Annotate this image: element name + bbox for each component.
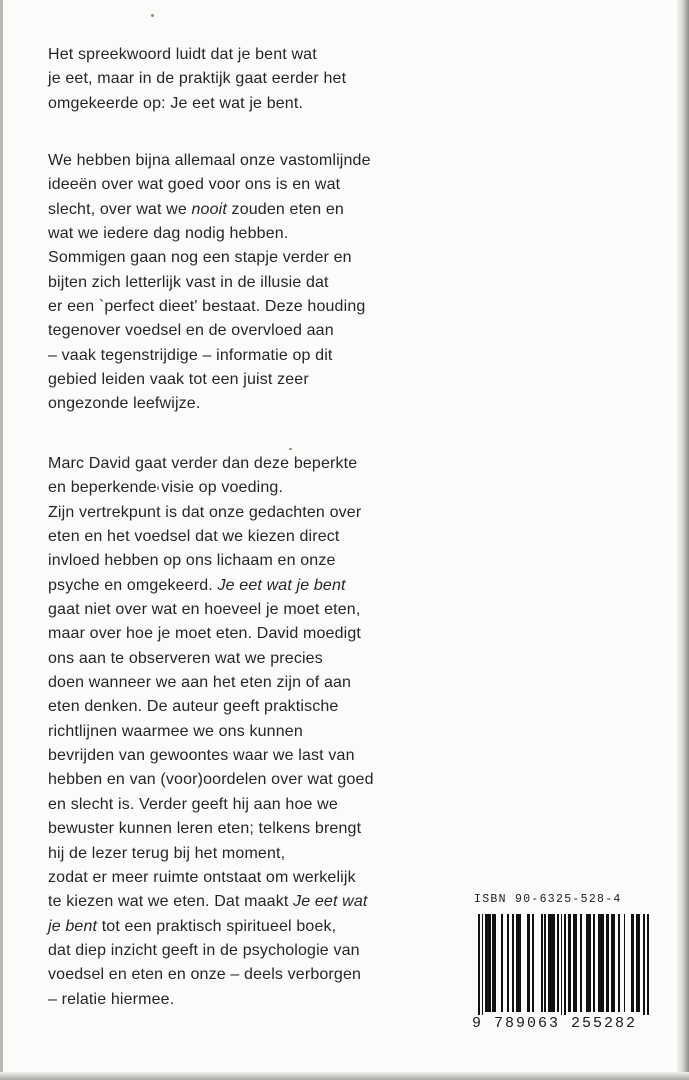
text-line bbox=[48, 817, 378, 841]
text-run: richtlijnen waarmee we ons kunnen bbox=[48, 722, 303, 740]
text-run: maar over hoe je moet eten. David moedigt bbox=[48, 625, 361, 643]
text-line bbox=[48, 866, 378, 890]
text-line bbox=[48, 67, 378, 91]
text-run: gaat niet over wat en hoeveel je moet eten, bbox=[48, 601, 361, 619]
text-run: psyche en omgekeerd. bbox=[48, 576, 218, 594]
text-line bbox=[48, 501, 378, 525]
text-run: Zijn vertrekpunt is dat onze gedachten over bbox=[48, 503, 362, 521]
text-run: voedsel en eten en onze – deels verborgen bbox=[48, 966, 362, 984]
ean-digits: 9 789063 255282 bbox=[472, 1015, 652, 1032]
text-run: er een `perfect dieet' bestaat. Deze houding bbox=[48, 298, 366, 316]
text-line bbox=[48, 598, 378, 622]
blurb-paragraph-1 bbox=[48, 43, 378, 116]
text-line bbox=[48, 890, 378, 914]
text-line bbox=[48, 988, 378, 1012]
text-run: tot een praktisch spiritueel boek, bbox=[97, 917, 337, 935]
text-line bbox=[48, 246, 378, 270]
cover-left-edge bbox=[0, 0, 3, 1080]
italic-text: Je eet wat bbox=[293, 893, 368, 911]
text-line bbox=[48, 392, 378, 416]
text-line bbox=[48, 939, 378, 963]
italic-text: je bent bbox=[48, 917, 98, 935]
isbn-barcode-block bbox=[472, 893, 652, 1035]
text-line bbox=[48, 476, 378, 500]
text-run: bewuster kunnen leren eten; telkens brengt bbox=[48, 820, 362, 838]
text-line bbox=[48, 92, 378, 116]
text-run: Het spreekwoord luidt dat je bent wat bbox=[48, 46, 317, 63]
text-line bbox=[48, 149, 378, 173]
text-line bbox=[48, 671, 378, 695]
text-line bbox=[48, 198, 378, 222]
text-line bbox=[48, 295, 378, 319]
text-run: te kiezen wat we eten. Dat maakt bbox=[48, 893, 294, 911]
text-run: ons aan te observeren wat we precies bbox=[48, 649, 323, 667]
text-run: eten denken. De auteur geeft praktische bbox=[48, 698, 339, 716]
text-run: zouden eten en bbox=[226, 200, 344, 218]
text-run: dat diep inzicht geeft in de psychologie van bbox=[48, 941, 360, 959]
text-line bbox=[48, 842, 378, 866]
text-run: en slecht is. Verder geeft hij aan hoe we bbox=[48, 795, 338, 813]
text-run: ongezonde leefwijze. bbox=[48, 395, 201, 413]
text-line bbox=[48, 695, 378, 719]
text-run: hebben en van (voor)oordelen over wat goed bbox=[48, 771, 374, 789]
text-run: en beperkende visie op voeding. bbox=[48, 479, 284, 497]
cover-bottom-edge bbox=[0, 1072, 689, 1080]
text-line bbox=[48, 344, 378, 368]
text-line bbox=[48, 768, 378, 792]
paper-speck bbox=[289, 448, 292, 450]
blurb-paragraph-2 bbox=[48, 149, 378, 417]
text-run: – vaak tegenstrijdige – informatie op dit bbox=[48, 346, 333, 364]
text-line bbox=[48, 793, 378, 817]
ean-barcode bbox=[478, 914, 650, 1012]
text-run: Marc David gaat verder dan deze beperkte bbox=[48, 455, 358, 472]
text-line bbox=[48, 368, 378, 392]
text-line bbox=[48, 525, 378, 549]
text-run: slecht, over wat we bbox=[48, 200, 192, 218]
text-run: bijten zich letterlijk vast in de illusie dat bbox=[48, 273, 329, 291]
text-line bbox=[48, 222, 378, 246]
text-run: Sommigen gaan nog een stapje verder en bbox=[48, 249, 352, 267]
text-run: ideeën over wat goed voor ons is en wat bbox=[48, 176, 341, 194]
text-run: invloed hebben op ons lichaam en onze bbox=[48, 552, 336, 570]
text-run: omgekeerde op: Je eet wat je bent. bbox=[48, 94, 304, 112]
text-line bbox=[48, 271, 378, 295]
text-line bbox=[48, 173, 378, 197]
text-line bbox=[48, 452, 378, 476]
text-run: doen wanneer we aan het eten zijn of aan bbox=[48, 674, 352, 692]
text-run: tegenover voedsel en de overvloed aan bbox=[48, 322, 334, 340]
text-line bbox=[48, 744, 378, 768]
text-line bbox=[48, 647, 378, 671]
text-run: je eet, maar in de praktijk gaat eerder het bbox=[48, 70, 347, 88]
text-line bbox=[48, 319, 378, 343]
text-line bbox=[48, 549, 378, 573]
text-line bbox=[48, 963, 378, 987]
text-run: bevrijden van gewoontes waar we last van bbox=[48, 747, 355, 765]
text-run: eten en het voedsel dat we kiezen direct bbox=[48, 528, 340, 546]
italic-text: Je eet wat je bent bbox=[217, 576, 346, 594]
blurb-paragraph-3 bbox=[48, 452, 378, 1012]
text-line bbox=[48, 622, 378, 646]
text-run: wat we iedere dag nodig hebben. bbox=[48, 225, 289, 243]
text-line bbox=[48, 43, 378, 67]
text-line bbox=[48, 720, 378, 744]
text-run: – relatie hiermee. bbox=[48, 990, 175, 1008]
italic-text: nooit bbox=[191, 200, 227, 218]
cover-right-edge bbox=[677, 0, 689, 1080]
text-run: zodat er meer ruimte ontstaat om werkelijk bbox=[48, 868, 356, 886]
text-line bbox=[48, 574, 378, 598]
paper-speck bbox=[151, 14, 154, 17]
isbn-label: ISBN 90-6325-528-4 bbox=[474, 893, 622, 906]
text-run: hij de lezer terug bij het moment, bbox=[48, 844, 286, 862]
text-line bbox=[48, 915, 378, 939]
text-run: gebied leiden vaak tot een juist zeer bbox=[48, 371, 309, 389]
barcode-bar bbox=[647, 914, 649, 1018]
text-run: We hebben bijna allemaal onze vastomlijnde bbox=[48, 152, 371, 169]
